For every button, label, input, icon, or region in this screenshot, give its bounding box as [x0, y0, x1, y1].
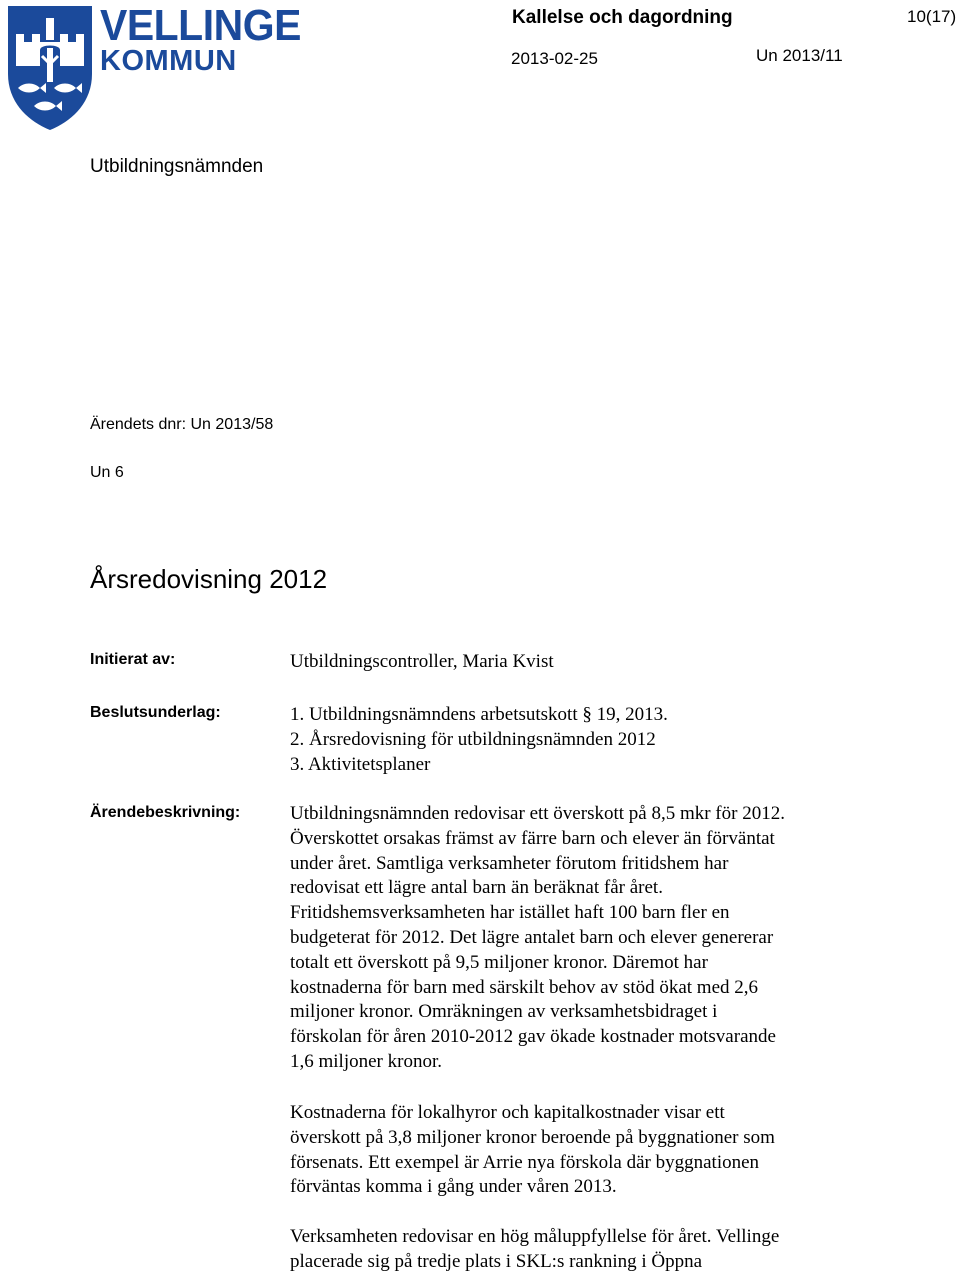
list-item: 1. Utbildningsnämndens arbetsutskott § 19, 2013. [290, 704, 668, 725]
text-line: miljoner kronor. Omräkningen av verksamhetsbidraget i [290, 1001, 718, 1023]
text-line: 1,6 miljoner kronor. [290, 1050, 442, 1072]
description-paragraph-1 [290, 802, 870, 1075]
text-line: redovisat ett lägre antal barn än beräknat får året. [290, 877, 663, 899]
text-line: kostnaderna för barn med särskilt behov av stöd ökat med 2,6 [290, 976, 759, 998]
coat-of-arms-icon [6, 4, 94, 132]
text-line: Verksamheten redovisar en hög måluppfyllelse för året. Vellinge [290, 1226, 780, 1247]
document-reference: Un 2013/11 [756, 46, 843, 65]
initiated-by-text: Utbildningscontroller, Maria Kvist [290, 651, 554, 672]
board-name: Utbildningsnämnden [90, 156, 264, 177]
initiated-by-value [290, 650, 870, 675]
text-line: placerade sig på tredje plats i SKL:s rankning i Öppna [290, 1250, 703, 1272]
text-line: under året. Samtliga verksamheter förutom fritidshem har [290, 852, 729, 874]
description-label: Ärendebeskrivning: [90, 804, 241, 821]
case-number: Ärendets dnr: Un 2013/58 [90, 416, 274, 433]
text-line: totalt ett överskott på 9,5 miljoner kronor. Däremot har [290, 951, 708, 973]
text-line: Kostnaderna för lokalhyror och kapitalkostnader visar ett [290, 1102, 725, 1123]
page-title: Årsredovisning 2012 [90, 564, 328, 594]
description-paragraph-2 [290, 1101, 870, 1200]
text-line: Utbildningsnämnden redovisar ett överskott på 8,5 mkr för 2012. [290, 803, 785, 824]
document-date: 2013-02-25 [511, 49, 598, 68]
item-number: Un 6 [90, 464, 124, 481]
text-line: förskolan för åren 2010-2012 gav ökade kostnader motsvarande [290, 1026, 776, 1048]
logo-wordmark: VELLINGE [100, 1, 301, 50]
text-line: försenats. Ett exempel är Arrie nya förskola där byggnationen [290, 1151, 760, 1173]
text-line: budgeterat för 2012. Det lägre antalet barn och elever genererar [290, 926, 774, 948]
document-type: Kallelse och dagordning [512, 7, 733, 28]
vellinge-logo [6, 1, 301, 132]
text-line: Överskottet orsakas främst av färre barn och elever än förväntat [290, 827, 775, 849]
text-line: förväntas komma i gång under våren 2013. [290, 1176, 617, 1198]
text-line: Fritidshemsverksamheten har istället haft 100 barn fler en [290, 902, 730, 924]
logo-subtitle: KOMMUN [100, 45, 237, 77]
decision-basis-list [290, 703, 870, 777]
description-paragraph-3 [290, 1225, 870, 1275]
list-item: 3. Aktivitetsplaner [290, 753, 431, 775]
page-number: 10(17) [907, 7, 957, 26]
text-line: överskott på 3,8 miljoner kronor beroende på byggnationer som [290, 1126, 775, 1148]
initiated-by-label: Initierat av: [90, 651, 176, 668]
list-item: 2. Årsredovisning för utbildningsnämnden 2012 [290, 728, 656, 750]
decision-basis-label: Beslutsunderlag: [90, 704, 221, 721]
